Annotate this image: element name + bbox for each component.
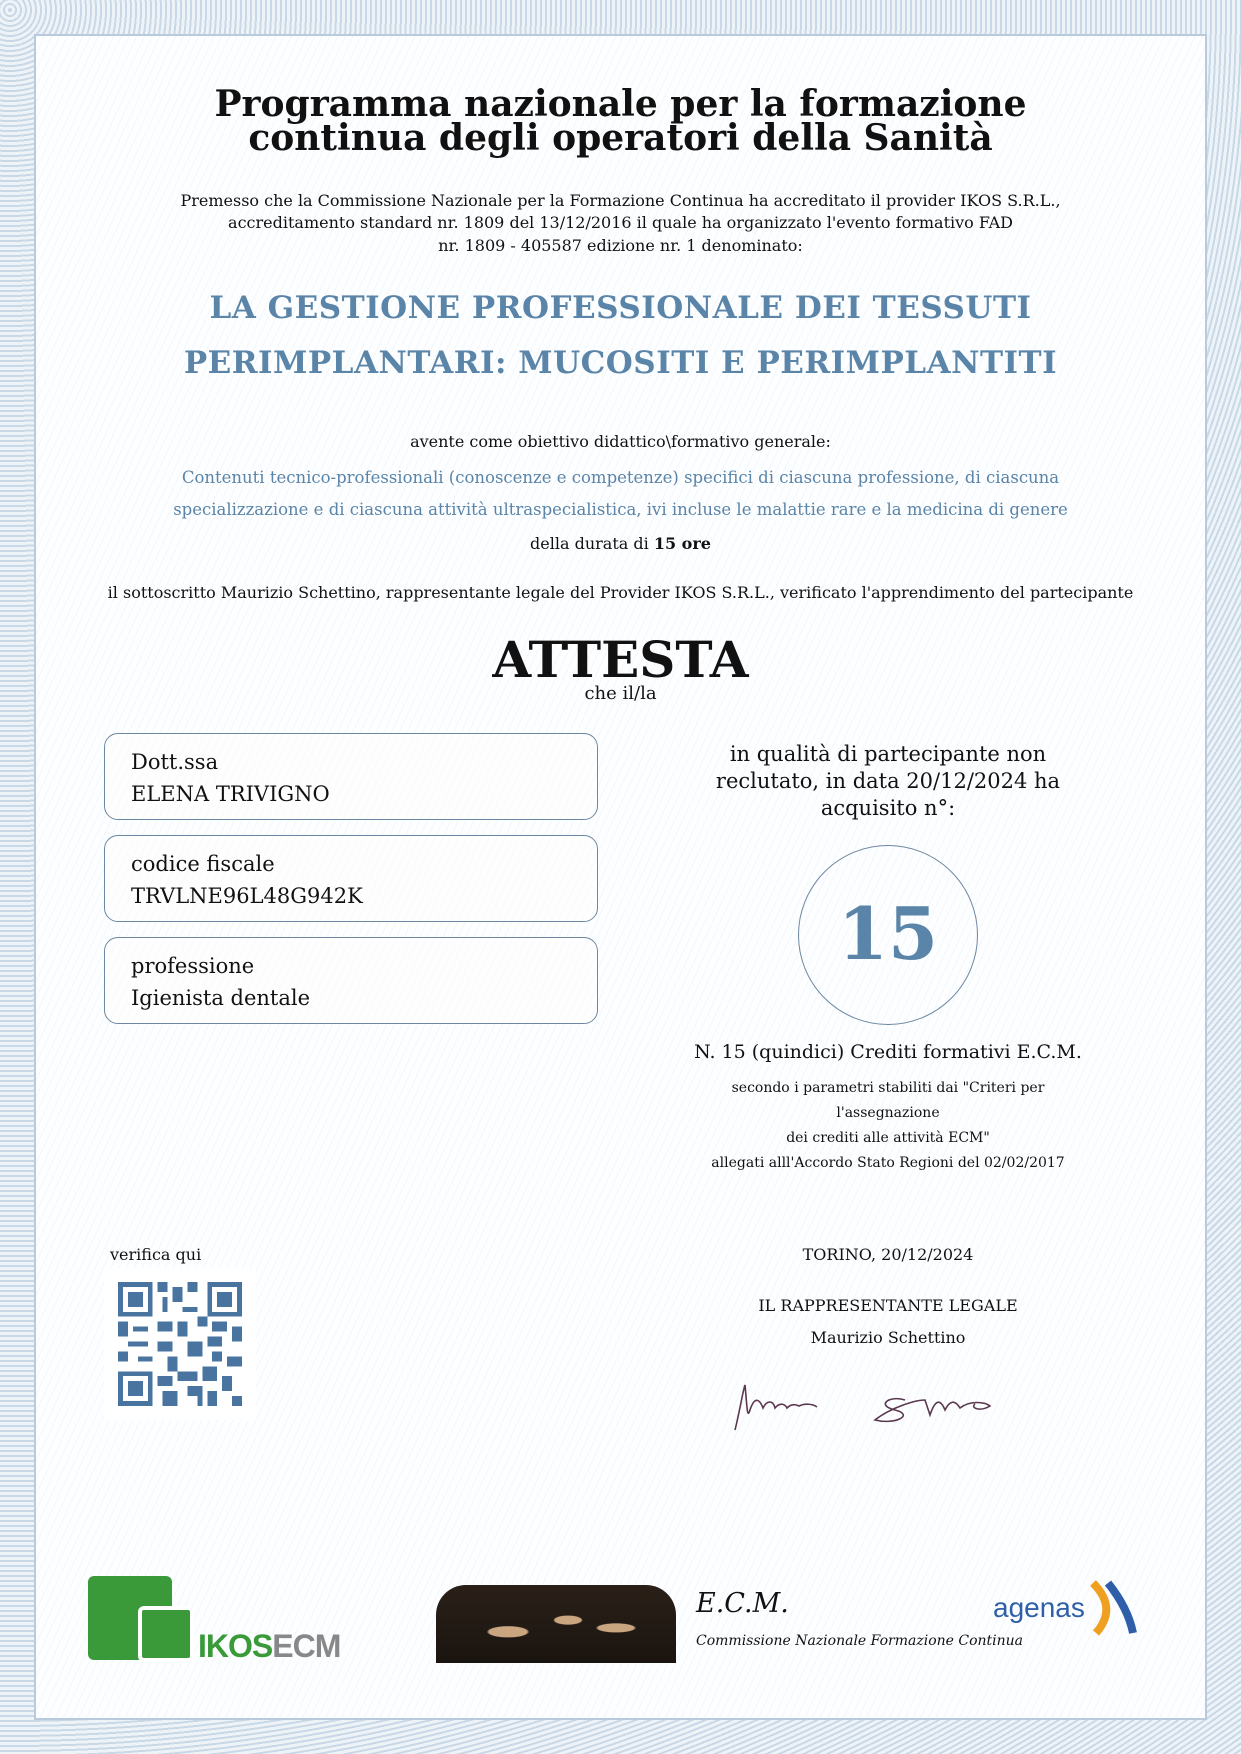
credits-number: 15 — [798, 845, 978, 1025]
intro-line2: accreditamento standard nr. 1809 del 13/12/2016 il quale ha organizzato l'evento formativo FAD — [228, 213, 1013, 232]
credits-note4: allegati alll'Accordo Stato Regioni del 02/02/2017 — [711, 1155, 1065, 1171]
credits-line1: in qualità di partecipante non — [729, 742, 1047, 766]
credits-note — [660, 1076, 1116, 1176]
profession-box — [104, 937, 598, 1024]
fiscal-code-label: codice fiscale — [131, 852, 275, 876]
painting-image — [436, 1585, 676, 1663]
signer-role: IL RAPPRESENTANTE LEGALE — [758, 1296, 1018, 1315]
ecm-title: E.C.M. — [696, 1588, 789, 1619]
duration-prefix: della durata di — [530, 534, 649, 553]
event-title-line1: LA GESTIONE PROFESSIONALE DEI TESSUTI — [209, 290, 1032, 326]
qr-code[interactable] — [104, 1268, 256, 1420]
verify-label: verifica qui — [110, 1245, 202, 1264]
signature-image — [725, 1370, 1045, 1440]
place-date: TORINO, 20/12/2024 — [802, 1245, 974, 1264]
credits-summary: N. 15 (quindici) Crediti formativi E.C.M. — [694, 1041, 1082, 1063]
agenas-mark-icon — [1088, 1578, 1138, 1638]
credits-line3: acquisito n°: — [820, 796, 956, 820]
objective-line1: Contenuti tecnico-professionali (conoscenze e competenze) specifici di ciascuna professione, di ciascuna — [181, 468, 1060, 487]
intro-line3: nr. 1809 - 405587 edizione nr. 1 denominato: — [438, 236, 803, 255]
ikos-ecm-logo — [88, 1576, 341, 1666]
qr-code-icon — [118, 1282, 242, 1406]
objective-line2: specializzazione e di ciascuna attività ultraspecialistica, ivi incluse le malattie rare e la medicina di genere — [173, 500, 1068, 519]
attesta-title: ATTESTA — [492, 630, 749, 689]
credits-text — [660, 741, 1116, 822]
event-title-line2: PERIMPLANTARI: MUCOSITI E PERIMPLANTITI — [183, 345, 1058, 381]
attesta-sub: che il/la — [584, 683, 657, 704]
participant-name: ELENA TRIVIGNO — [131, 782, 330, 806]
participant-name-box — [104, 733, 598, 820]
ecm-text: ECM — [272, 1628, 341, 1664]
profession-value: Igienista dentale — [131, 986, 311, 1010]
objective-label: avente come obiettivo didattico\formativo generale: — [410, 432, 831, 451]
header-title-line1: Programma nazionale per la formazione — [214, 83, 1027, 125]
signer-name: Maurizio Schettino — [810, 1328, 966, 1347]
fiscal-code-value: TRVLNE96L48G942K — [131, 884, 363, 908]
header-title-line2: continua degli operatori della Sanità — [248, 117, 993, 159]
credits-line2: reclutato, in data 20/12/2024 ha — [715, 769, 1061, 793]
signer-statement: il sottoscritto Maurizio Schettino, rappresentante legale del Provider IKOS S.R.L., verificato l'apprendimento del partecipante — [107, 583, 1134, 602]
ecm-subtitle: Commissione Nazionale Formazione Continua — [696, 1633, 1024, 1649]
ikos-text: IKOS — [198, 1628, 273, 1664]
duration-value: 15 ore — [653, 534, 711, 553]
credits-note1: secondo i parametri stabiliti dai "Criteri per — [731, 1080, 1045, 1096]
duration — [0, 532, 1241, 555]
fiscal-code-box — [104, 835, 598, 922]
profession-label: professione — [131, 954, 255, 978]
credits-note2: l'assegnazione — [836, 1105, 940, 1121]
credits-note3: dei crediti alle attività ECM" — [786, 1130, 990, 1146]
agenas-logo — [993, 1578, 1143, 1638]
intro-line1: Premesso che la Commissione Nazionale per la Formazione Continua ha accreditato il provider IKOS S.R.L., — [180, 191, 1061, 210]
agenas-text: agenas — [993, 1592, 1085, 1623]
participant-title: Dott.ssa — [131, 750, 219, 774]
